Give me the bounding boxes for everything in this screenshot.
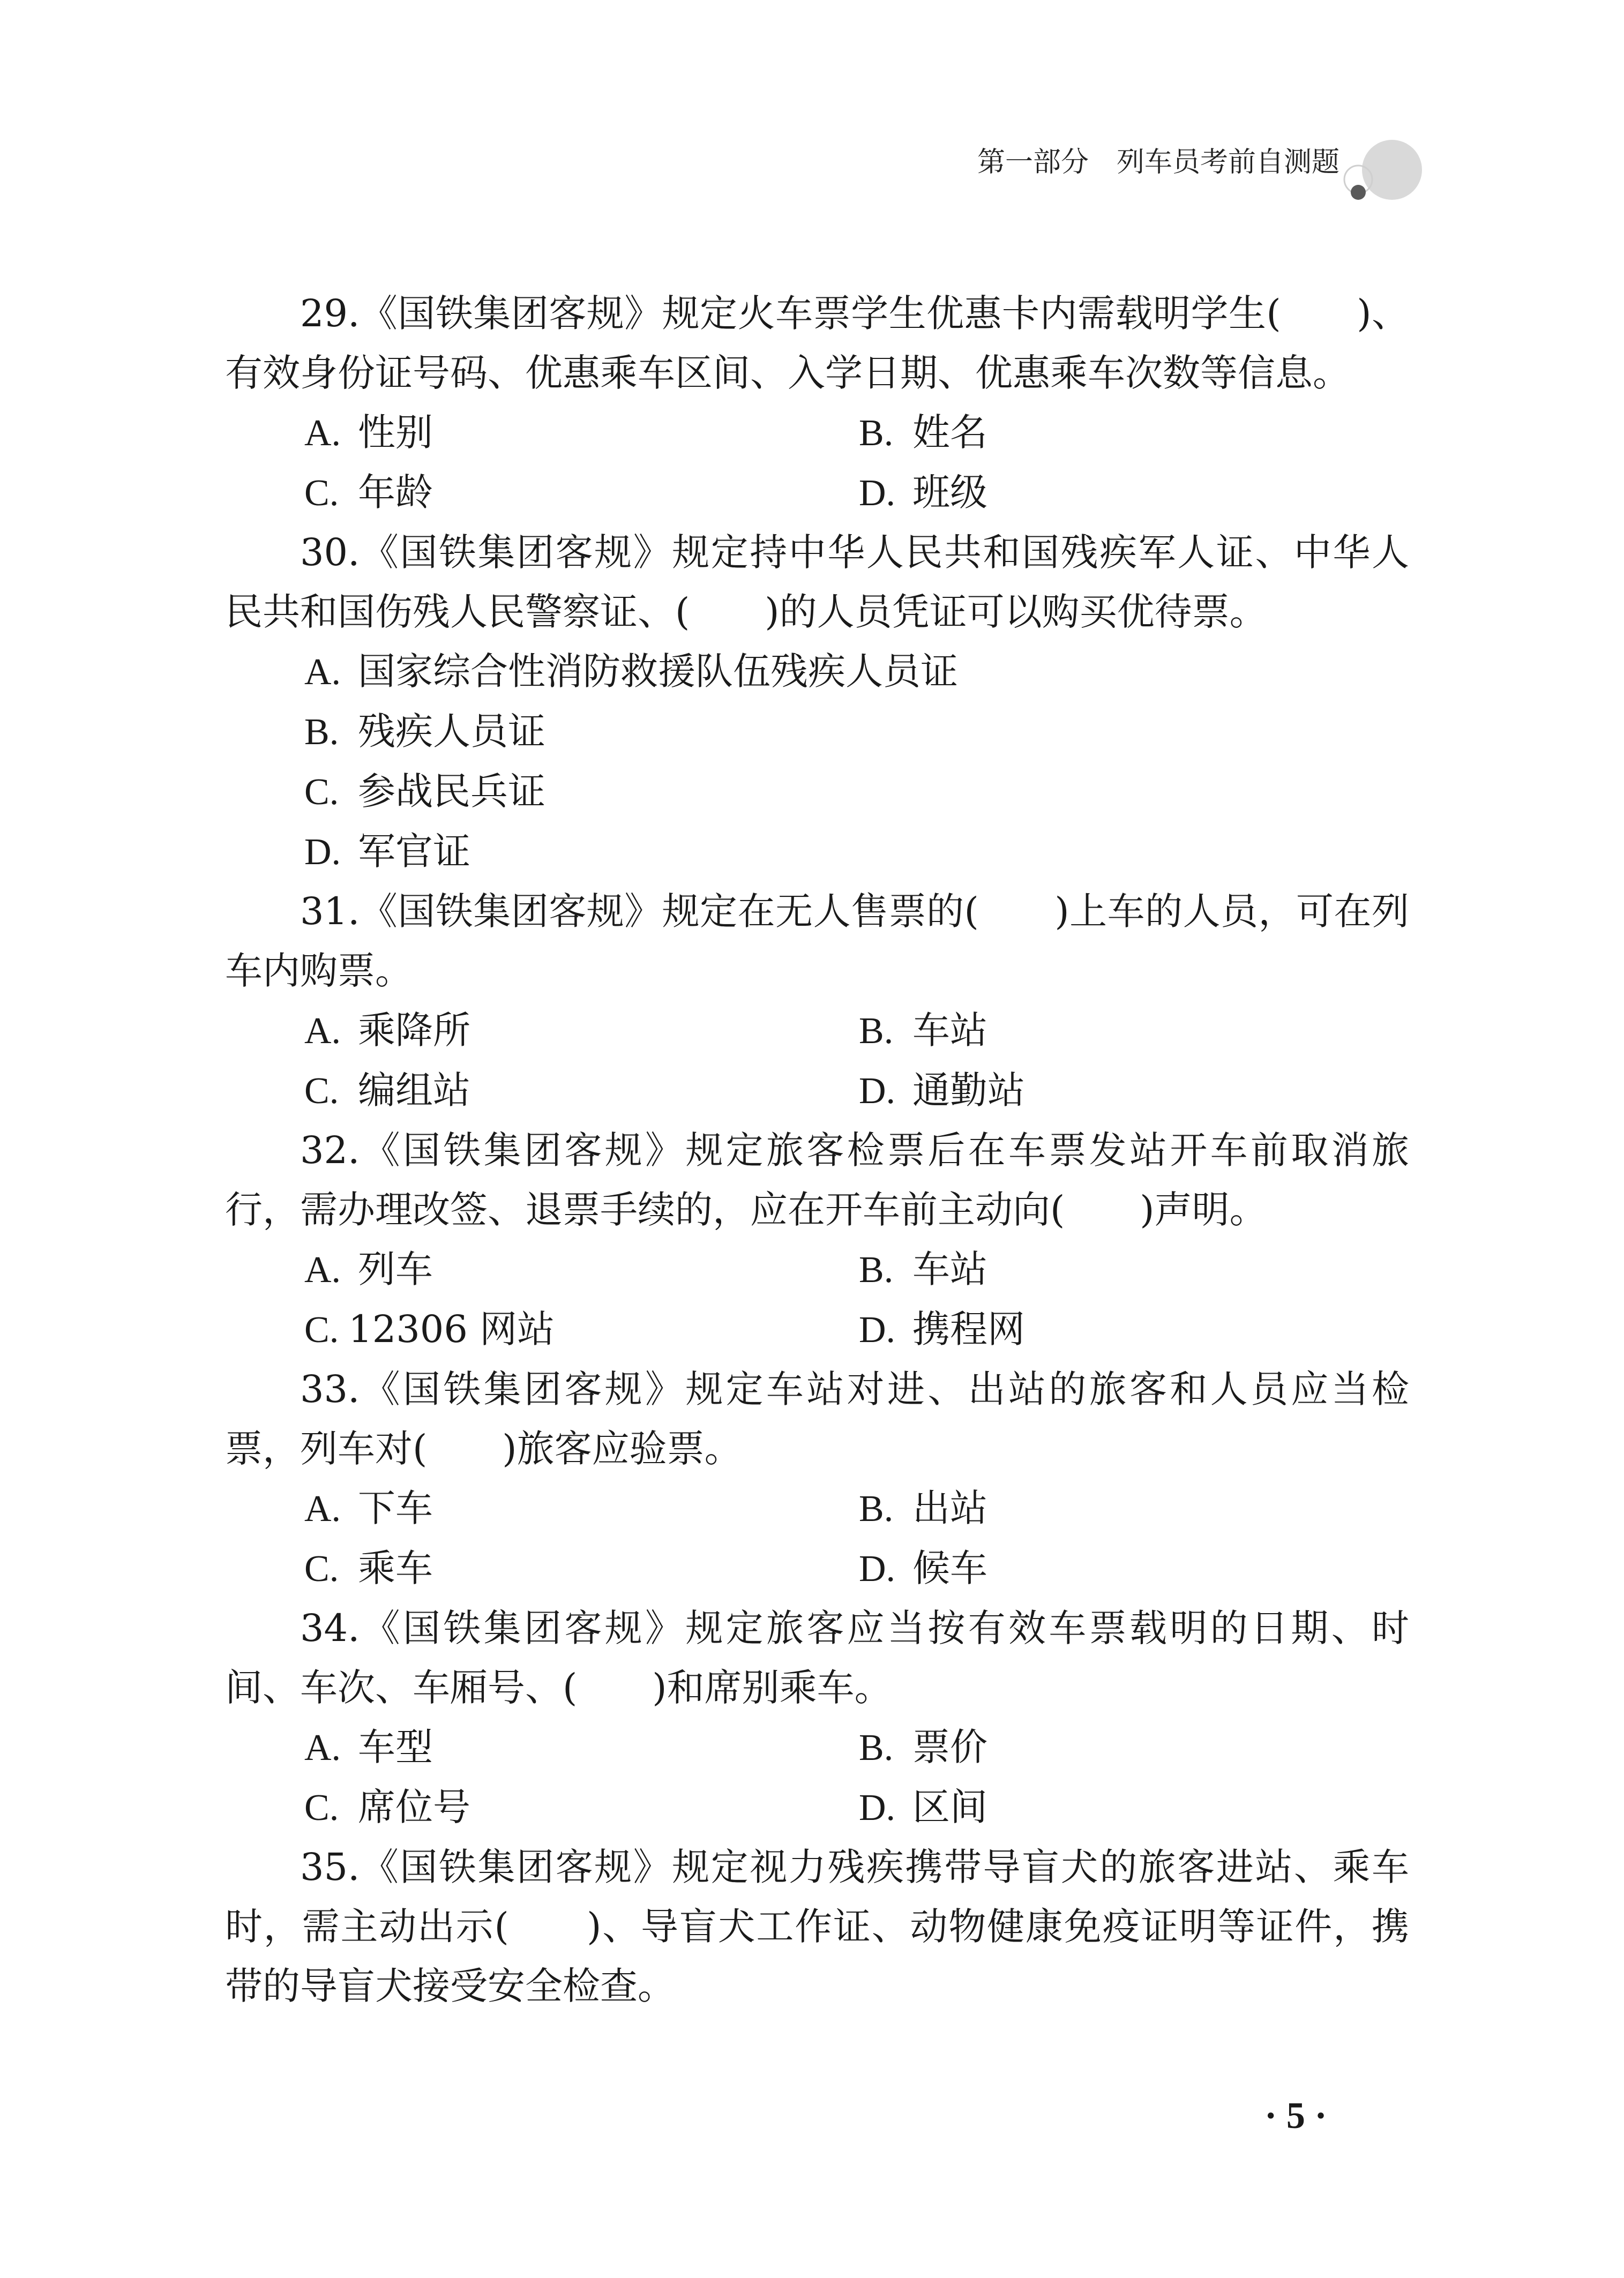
option-a: A. 国家综合性消防救援队伍残疾人员证 (304, 649, 958, 693)
question-33 (225, 1360, 1409, 1599)
page-number: · 5 · (1264, 2095, 1327, 2137)
option-d: D. 区间 (859, 1785, 987, 1829)
question-35 (225, 1838, 1409, 2016)
option-a: A. 乘降所 (304, 1008, 470, 1052)
question-text: 29.《国铁集团客规》规定火车票学生优惠卡内需载明学生( )、有效身份证号码、优惠乘车区间、入学日期、优惠乘车次数等信息。 (225, 291, 1409, 395)
option-list (225, 403, 1409, 523)
option-b: B. 残疾人员证 (304, 709, 545, 753)
question-text: 30.《国铁集团客规》规定持中华人民共和国残疾军人证、中华人民共和国伤残人民警察证、( )的人员凭证可以购买优待票。 (225, 530, 1409, 634)
option-a: A. 下车 (304, 1486, 433, 1530)
option-d: D. 军官证 (304, 829, 470, 873)
question-text: 31.《国铁集团客规》规定在无人售票的( )上车的人员，可在列车内购票。 (225, 889, 1409, 993)
question-text: 32.《国铁集团客规》规定旅客检票后在车票发站开车前取消旅行，需办理改签、退票手续的，应在开车前主动向( )声明。 (225, 1128, 1409, 1232)
option-list (225, 642, 1409, 882)
question-list (225, 284, 1409, 2016)
option-c: C. 参战民兵证 (304, 769, 545, 813)
option-list (225, 1001, 1409, 1121)
running-header (911, 144, 1339, 181)
option-d: D. 携程网 (859, 1307, 1025, 1351)
option-d: D. 通勤站 (859, 1068, 1025, 1112)
option-c: C. 乘车 (304, 1546, 433, 1590)
option-b: B. 车站 (859, 1008, 987, 1052)
question-text: 35.《国铁集团客规》规定视力残疾携带导盲犬的旅客进站、乘车时，需主动出示( )、导盲犬工作证、动物健康免疫证明等证件，携带的导盲犬接受安全检查。 (225, 1845, 1409, 2008)
option-b: B. 姓名 (859, 410, 987, 454)
option-a: A. 列车 (304, 1247, 433, 1291)
question-29 (225, 284, 1409, 523)
header-title: 列车员考前自测题 (1116, 146, 1339, 178)
question-text: 33.《国铁集团客规》规定车站对进、出站的旅客和人员应当检票，列车对( )旅客应验票。 (225, 1367, 1409, 1471)
option-a: A. 性别 (304, 410, 433, 454)
option-d: D. 候车 (859, 1546, 987, 1590)
option-b: B. 车站 (859, 1247, 987, 1291)
option-c: C. 年龄 (304, 470, 433, 514)
option-c: C. 席位号 (304, 1785, 470, 1829)
option-d: D. 班级 (859, 470, 987, 514)
question-34 (225, 1599, 1409, 1838)
option-b: B. 出站 (859, 1486, 987, 1530)
option-list (225, 1479, 1409, 1599)
option-list (225, 1718, 1409, 1838)
header-decoration-icon (1334, 137, 1425, 217)
question-30 (225, 523, 1409, 882)
option-c: C. 编组站 (304, 1068, 470, 1112)
option-b: B. 票价 (859, 1725, 987, 1769)
question-text: 34.《国铁集团客规》规定旅客应当按有效车票载明的日期、时间、车次、车厢号、( )和席别乘车。 (225, 1606, 1409, 1710)
question-32 (225, 1121, 1409, 1360)
option-list (225, 1240, 1409, 1360)
option-c: C. 12306 网站 (304, 1307, 555, 1351)
header-part: 第一部分 (977, 146, 1089, 178)
question-31 (225, 882, 1409, 1121)
option-a: A. 车型 (304, 1725, 433, 1769)
